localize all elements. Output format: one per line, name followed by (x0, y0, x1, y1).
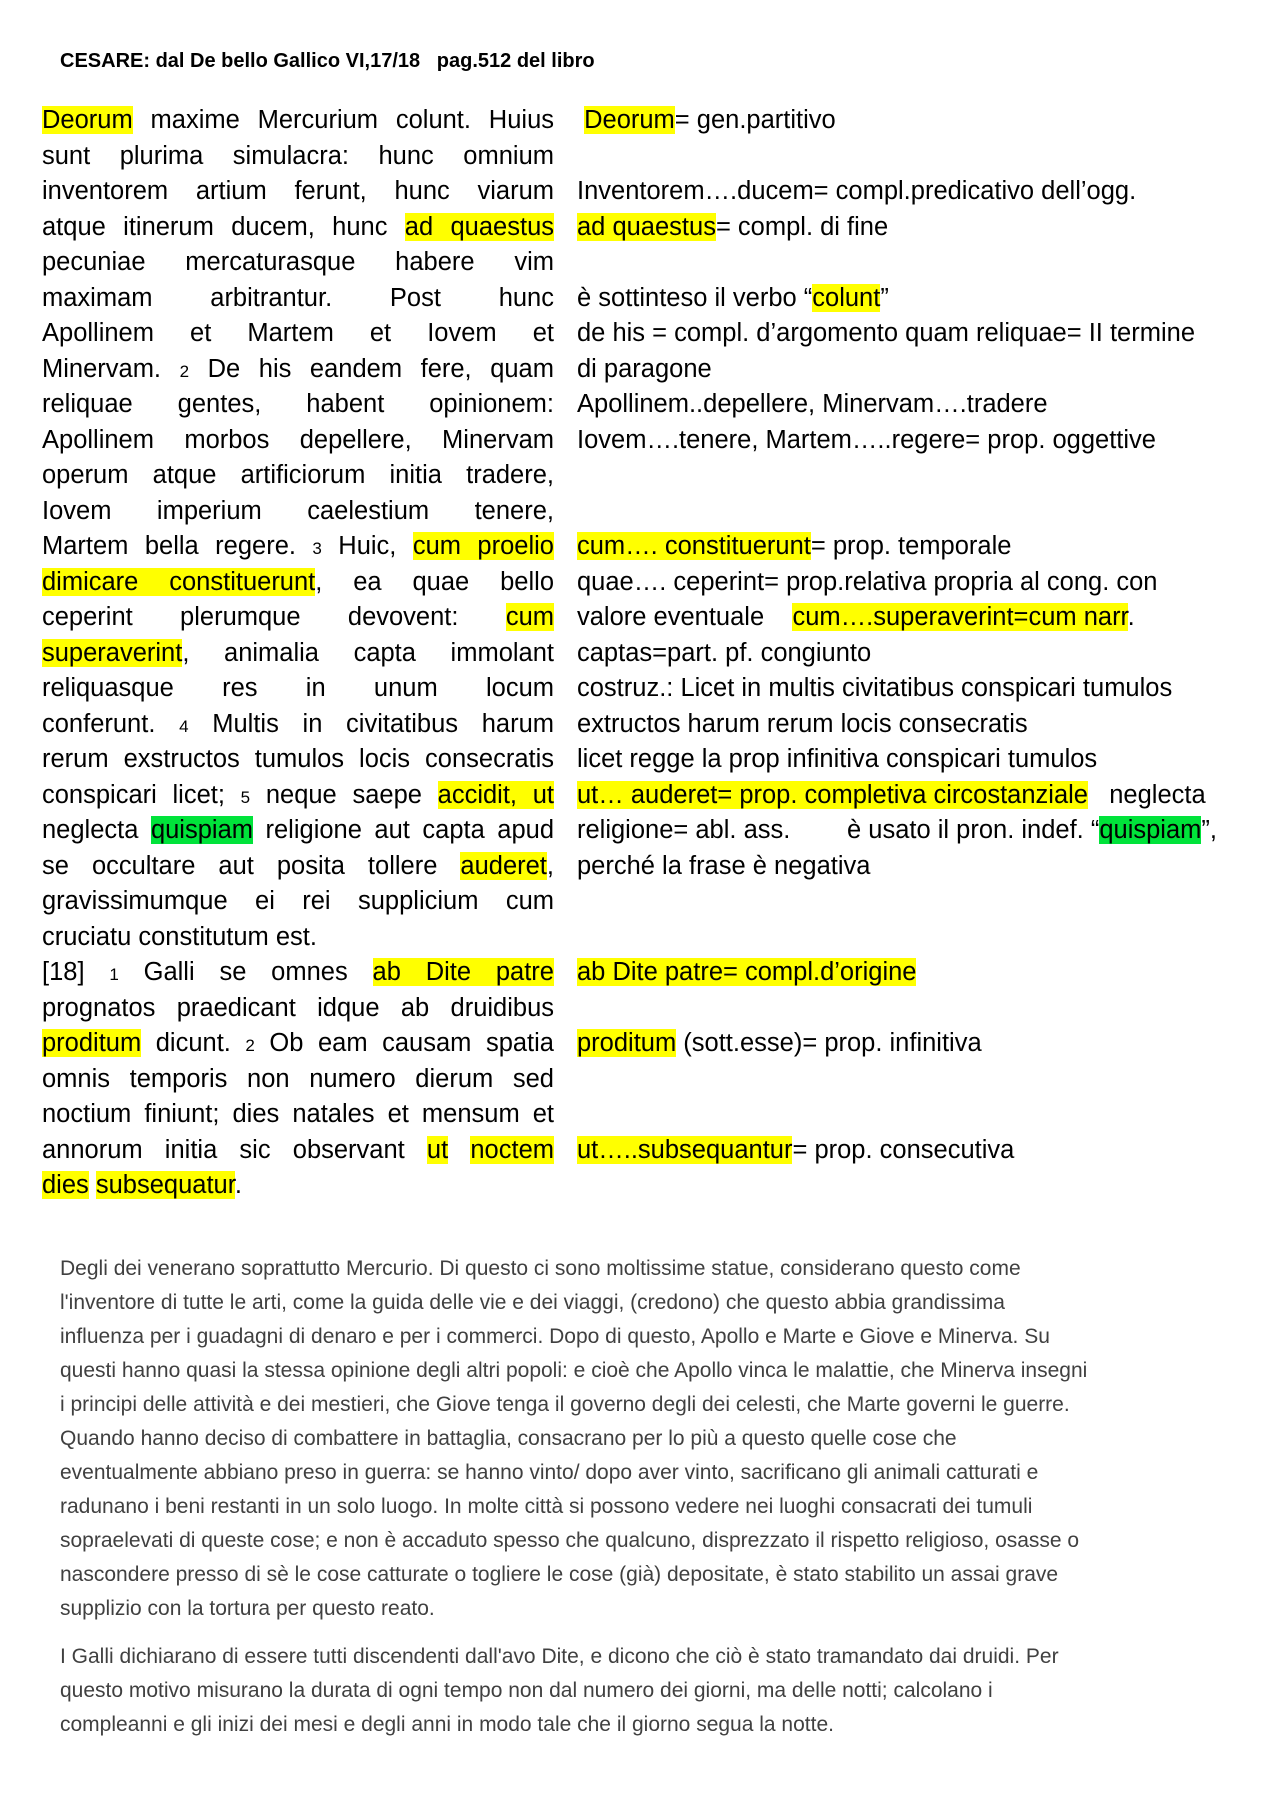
text: Huic, (321, 532, 413, 560)
translation-line: nascondere presso di sè le cose catturate o togliere le cose (già) depositate, è stato stabilito un assai grave (60, 1563, 1059, 1586)
highlight: superaverint (42, 638, 183, 667)
text: , ea quae bello (315, 567, 554, 596)
text (448, 1136, 470, 1164)
note-line (577, 494, 1277, 530)
latin-line (42, 210, 554, 246)
note-line: quae…. ceperint= prop.relativa propria al cong. con (577, 567, 1158, 596)
text: ceperint plerumque devovent: (42, 603, 506, 631)
paragraph-gap (60, 1626, 1230, 1640)
highlight: ut…..subsequantur (577, 1135, 793, 1164)
text: religione aut capta apud (253, 816, 555, 844)
translation-line: compleanni e gli inizi dei mesi e degli anni in modo tale che il giorno segua la notte. (60, 1713, 834, 1736)
text: atque itinerum ducem, hunc (42, 212, 405, 241)
text: conferunt. (42, 709, 180, 738)
note-line: Apollinem..depellere, Minervam….tradere (577, 390, 1048, 418)
latin-line (42, 636, 554, 672)
section-number: 5 (240, 787, 251, 807)
note-line (577, 920, 1277, 956)
latin-line (42, 955, 554, 991)
text: De his eandem fere, quam (189, 354, 554, 383)
section-number: 1 (109, 965, 119, 984)
note-line (577, 1133, 1277, 1169)
latin-line: cruciatu constitutum est. (42, 922, 317, 951)
highlight: colunt (812, 283, 881, 312)
note-line: licet regge la prop infinitiva conspicari tumulos (577, 745, 1098, 773)
translation-line: influenza per i guadagni di denaro e per i commerci. Dopo di questo, Apollo e Marte e Giove e Minerva. Su (60, 1325, 1050, 1348)
highlight: proditum (577, 1029, 677, 1057)
translation-line: questi hanno quasi la stessa opinione degli altri popoli: e cioè che Apollo vinca le malattie, che Minerva insegni (60, 1359, 1088, 1382)
note-line (577, 813, 1277, 849)
note-line (577, 529, 1277, 565)
translation-line: Quando hanno deciso di combattere in battaglia, consacrano per lo più a questo quelle cose che (60, 1427, 957, 1450)
note-line (577, 103, 1277, 139)
highlight: ad quaestus (577, 212, 716, 241)
latin-line (42, 849, 554, 885)
text: Martem bella regere. (42, 532, 313, 560)
text: ”, (1201, 816, 1217, 844)
highlight: cum proelio (412, 532, 554, 560)
latin-line (42, 778, 554, 814)
latin-line (42, 565, 554, 601)
text: , (546, 851, 554, 880)
text: . (1127, 603, 1135, 631)
latin-line (42, 707, 554, 743)
latin-line: noctium finiunt; dies natales et mensum et (42, 1100, 554, 1128)
latin-line (42, 1026, 554, 1062)
text: , animalia capta immolant (182, 638, 554, 667)
text: religione= abl. ass. è usato il pron. indef. “ (577, 816, 1100, 844)
highlight: cum…. constituerunt (577, 532, 811, 560)
translation-line: l'inventore di tutte le arti, come la guida delle vie e dei viaggi, (credono) che questo abbia grandissima (60, 1291, 1005, 1314)
latin-line (42, 352, 554, 388)
text: valore eventuale (577, 603, 793, 631)
text: = prop. consecutiva (792, 1135, 1015, 1164)
translation-line: i principi delle attività e dei mestieri, che Giove tenga il governo degli dei celesti, che Marte governi le guerre. (60, 1393, 1070, 1416)
note-line: perché la frase è negativa (577, 851, 871, 880)
note-line: costruz.: Licet in multis civitatibus conspicari tumulos (577, 674, 1173, 702)
text: Minervam. (42, 354, 180, 383)
translation-line: supplizio con la tortura per questo reato. (60, 1597, 435, 1620)
latin-line (42, 1133, 554, 1169)
note-line (577, 458, 1277, 494)
latin-line (42, 813, 554, 849)
translation-line: Degli dei venerano soprattutto Mercurio. Di questo ci sono moltissime statue, considerano questo come (60, 1257, 1021, 1280)
note-line (577, 991, 1277, 1027)
text: (sott.esse)= prop. infinitiva (676, 1029, 982, 1057)
text: . (234, 1171, 242, 1199)
note-line: di paragone (577, 354, 712, 383)
highlight: ad quaestus (404, 212, 554, 241)
latin-text (42, 103, 554, 1204)
translation-line: radunano i beni restanti in un solo luogo. In molte città si possono vedere nei luoghi consacrati dei tumuli (60, 1495, 1033, 1518)
text: annorum initia sic observant (42, 1135, 427, 1164)
latin-line: reliquasque res in unum locum (42, 674, 554, 702)
text: Ob eam causam spatia (254, 1029, 554, 1057)
page-title: CESARE: dal De bello Gallico VI,17/18 pag.512 del libro (60, 50, 595, 72)
highlight: auderet (460, 851, 547, 880)
note-line: Inventorem….ducem= compl.predicativo dell’ogg. (577, 177, 1137, 205)
highlight: accidit, ut (437, 780, 554, 809)
translation-line: eventualmente abbiano preso in guerra: se hanno vinto/ dopo aver vinto, sacrificano gli animali catturati e (60, 1461, 1039, 1484)
highlight: proditum (42, 1029, 142, 1057)
italian-translation (60, 1252, 1230, 1742)
note-line (577, 245, 1277, 281)
highlight: dimicare constituerunt (42, 567, 316, 596)
grammar-notes (577, 103, 1277, 1168)
note-line (577, 955, 1277, 991)
highlight: ut… auderet= prop. completiva circostanziale (577, 780, 1088, 809)
latin-line: Apollinem morbos depellere, Minervam (42, 425, 554, 454)
note-line: de his = compl. d’argomento quam reliquae= II termine (577, 319, 1196, 347)
latin-line: rerum exstructos tumulos locis consecratis (42, 745, 554, 773)
latin-line: Iovem imperium caelestium tenere, (42, 496, 554, 525)
highlight: cum (505, 603, 554, 631)
note-line (577, 1062, 1277, 1098)
text: Galli se omnes (118, 958, 373, 986)
highlight: ut (426, 1135, 449, 1164)
highlight-green: quispiam (150, 816, 253, 844)
note-line: captas=part. pf. congiunto (577, 638, 872, 667)
latin-line: maximam arbitrantur. Post hunc (42, 283, 554, 312)
translation-line: I Galli dichiarano di essere tutti discendenti dall'avo Dite, e dicono che ciò è stato tramandato dai druidi. Per (60, 1645, 1059, 1668)
latin-line (42, 103, 554, 139)
latin-line: pecuniae mercaturasque habere vim (42, 248, 554, 276)
text (89, 1171, 96, 1199)
note-line (577, 600, 1277, 636)
text: neque saepe (250, 780, 438, 809)
latin-line (42, 600, 554, 636)
highlight: Deorum (42, 106, 133, 134)
note-line (577, 281, 1277, 317)
section-number: 2 (179, 361, 190, 381)
latin-line (42, 1168, 554, 1204)
latin-line: omnis temporis non numero dierum sed (42, 1064, 554, 1093)
latin-line: reliquae gentes, habent opinionem: (42, 390, 554, 418)
text: neglecta (42, 816, 151, 844)
text: se occultare aut posita tollere (42, 851, 461, 880)
text: conspicari licet; (42, 780, 241, 809)
note-line (577, 778, 1277, 814)
highlight: dies (42, 1171, 89, 1199)
highlight: cum….superaverint=cum narr (792, 603, 1128, 631)
latin-line: operum atque artificiorum initia tradere, (42, 461, 554, 489)
text: ” (880, 283, 889, 312)
text: [18] (42, 958, 110, 986)
note-line (577, 139, 1277, 175)
note-line: extructos harum rerum locis consecratis (577, 709, 1028, 738)
highlight: subsequatur (95, 1171, 235, 1199)
latin-line: prognatos praedicant idque ab druidibus (42, 993, 554, 1022)
highlight: ab Dite patre (372, 958, 554, 986)
text: è sottinteso il verbo “ (577, 283, 813, 312)
translation-line: questo motivo misurano la durata di ogni tempo non dal numero dei giorni, ma delle notti; calcolano i (60, 1679, 993, 1702)
note-line: Iovem….tenere, Martem…..regere= prop. oggettive (577, 425, 1156, 454)
text: dicunt. (141, 1029, 246, 1057)
note-line (577, 210, 1277, 246)
highlight: noctem (470, 1135, 554, 1164)
latin-line: Apollinem et Martem et Iovem et (42, 319, 554, 347)
text: maxime Mercurium colunt. Huius (132, 106, 554, 134)
latin-line (42, 529, 554, 565)
text: neglecta (1087, 780, 1206, 809)
section-number: 3 (312, 539, 322, 558)
latin-line: inventorem artium ferunt, hunc viarum (42, 177, 554, 205)
latin-line: sunt plurima simulacra: hunc omnium (42, 141, 554, 170)
highlight: Deorum (584, 106, 675, 134)
text: = gen.partitivo (674, 106, 836, 134)
note-line (577, 1026, 1277, 1062)
latin-line: gravissimumque ei rei supplicium cum (42, 887, 554, 915)
translation-line: sopraelevati di queste cose; e non è accaduto spesso che qualcuno, disprezzato il rispetto religioso, osasse o (60, 1529, 1080, 1552)
section-number: 4 (179, 716, 189, 736)
note-line (577, 1097, 1277, 1133)
section-number: 2 (245, 1036, 255, 1055)
highlight: ab Dite patre= compl.d’origine (577, 958, 917, 986)
text: = prop. temporale (810, 532, 1012, 560)
text: = compl. di fine (715, 212, 889, 241)
text: Multis in civitatibus harum (188, 709, 554, 738)
highlight-green: quispiam (1099, 816, 1202, 844)
note-line (577, 884, 1277, 920)
